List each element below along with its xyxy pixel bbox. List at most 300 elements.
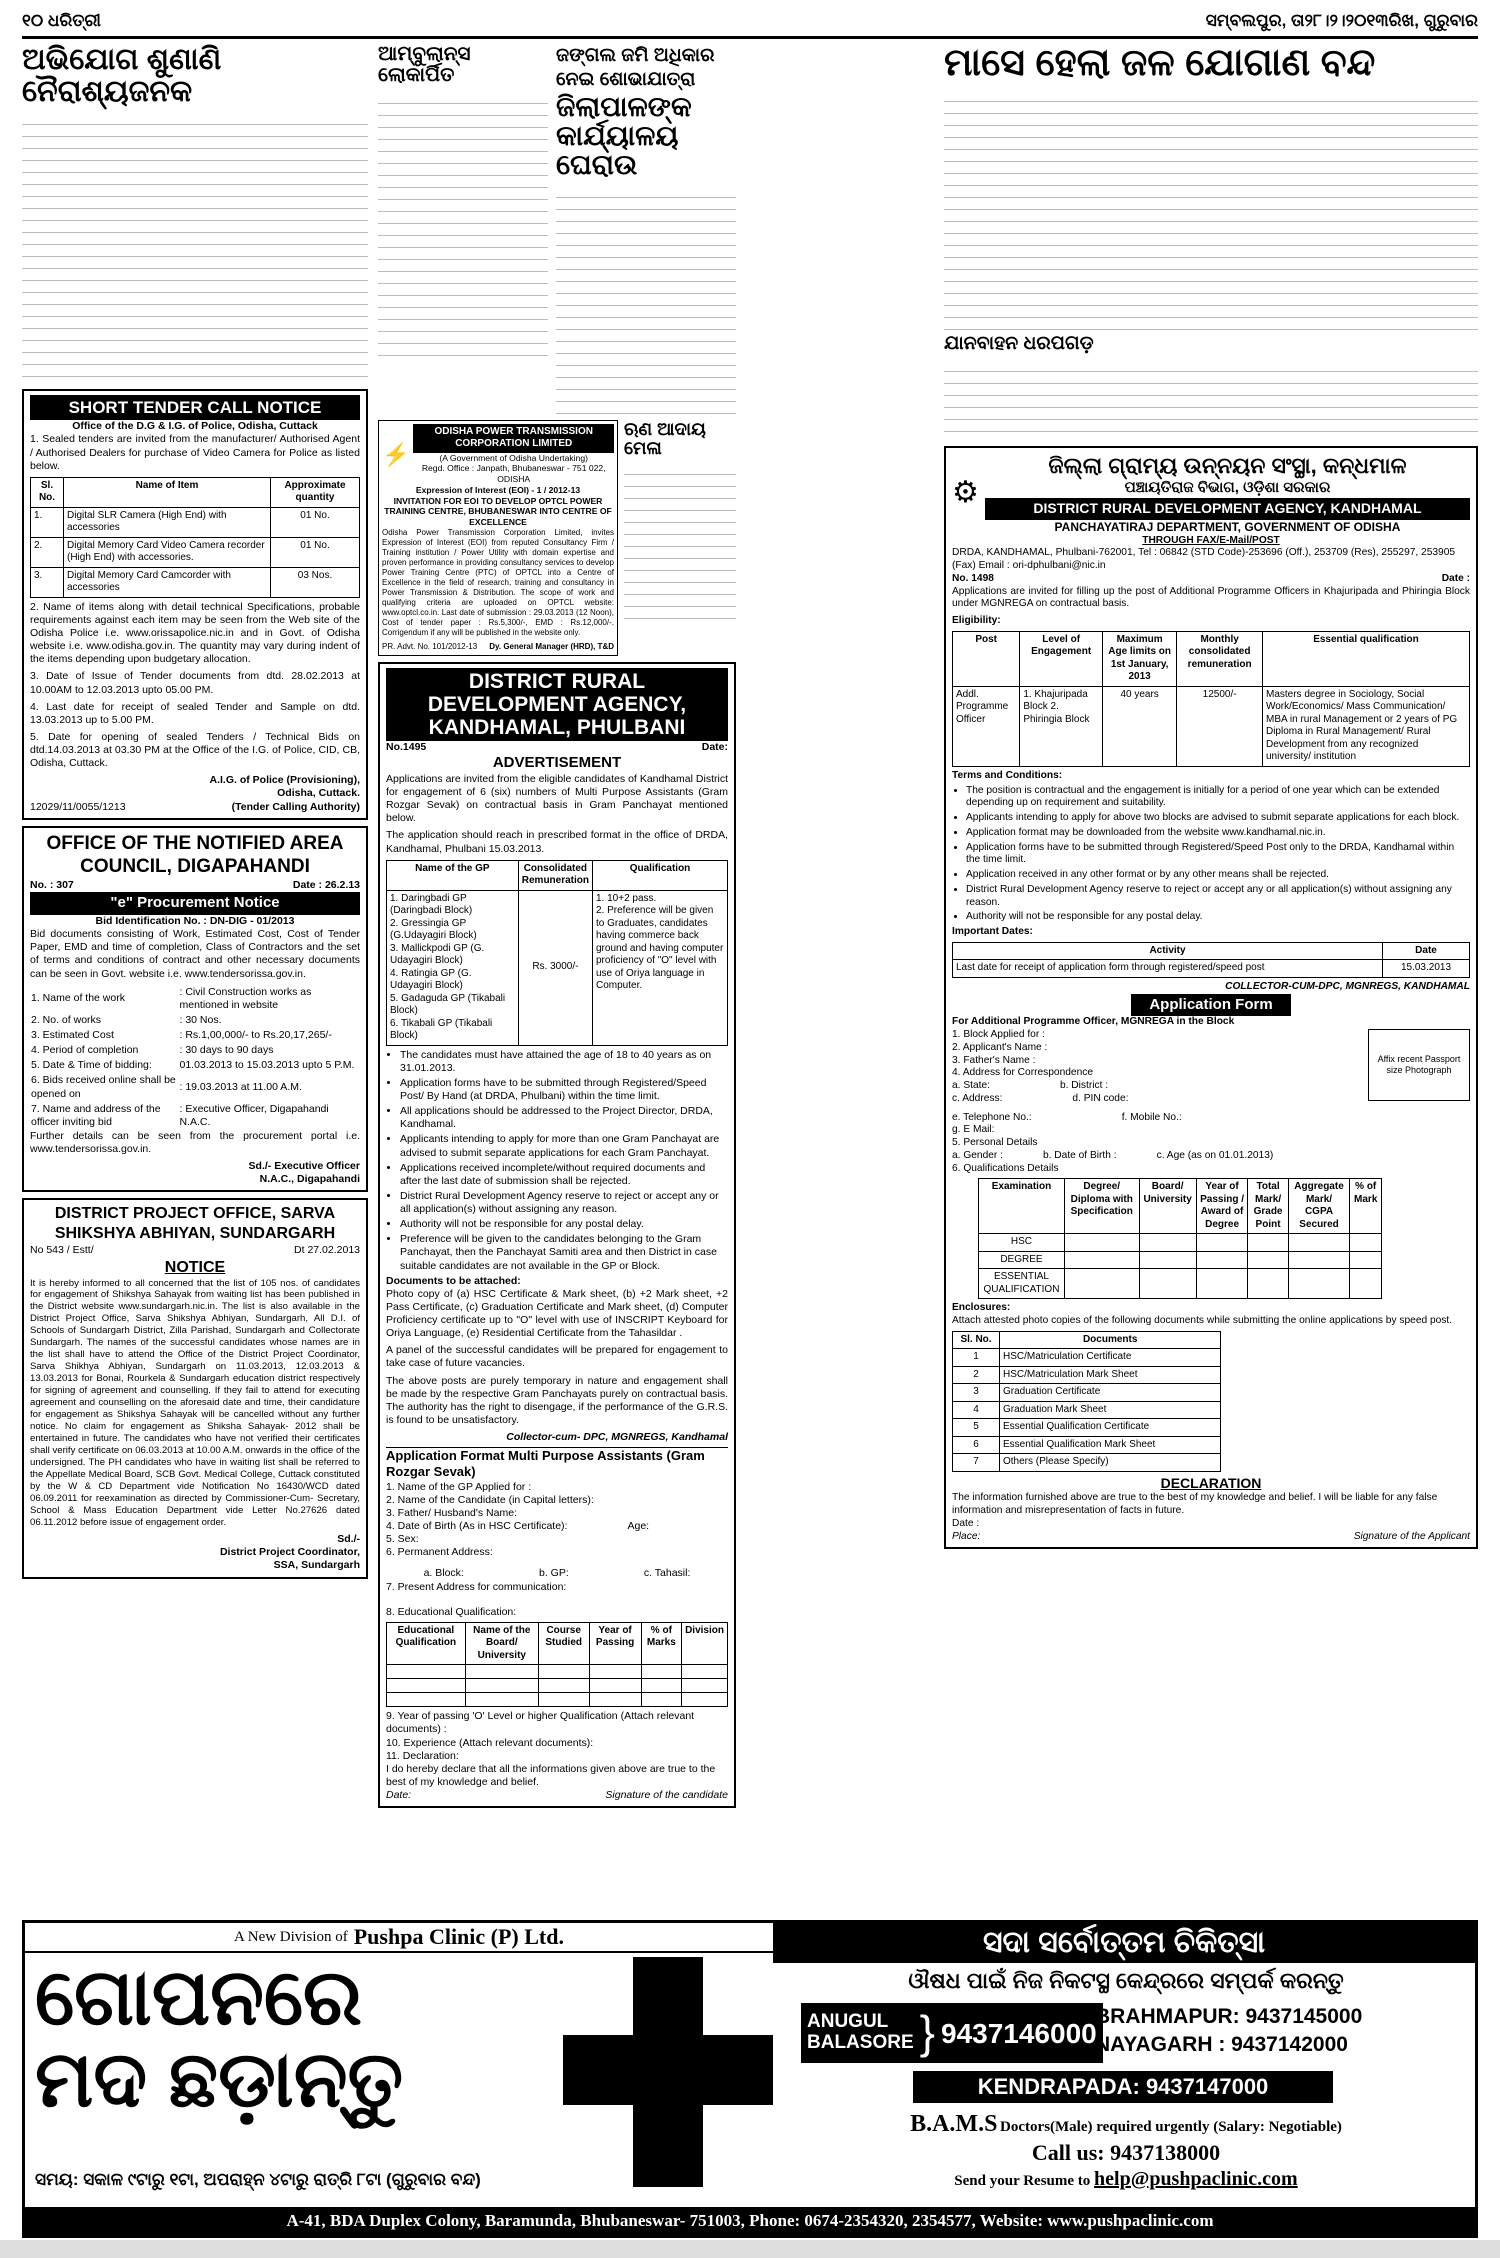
list-item [30, 1028, 360, 1043]
clinic-name: Pushpa Clinic (P) Ltd. [353, 1924, 564, 1950]
form-row [952, 1112, 1470, 1125]
list-item: • The position is contractual and the engagement is initially for a period of one year which can be extended depending up on requirement and suitability. [966, 785, 1470, 811]
zgus-no: No. 1498 [952, 572, 994, 584]
column-middle [378, 44, 736, 1808]
col-gp: Name of the GP [387, 860, 519, 890]
tender-notice [22, 389, 368, 820]
item-value: : Executive Officer, Digapahandi N.A.C. [179, 1102, 329, 1128]
list-item: • Applicants intending to apply for above two blocks are advised to submit separate applications for each block. [966, 812, 1470, 825]
item-key: 6. Bids received online shall be opened on [31, 1074, 176, 1100]
page-bottom-strip [0, 2240, 1500, 2258]
city-anugul: ANUGUL [807, 2011, 889, 2033]
cell: Masters degree in Sociology, Social Work/Economics/ Mass Communication/ MBA in rural Management or 2 years of PG Diploma in Rural Management/ Rural Development from any recognized university/ institution [1262, 686, 1469, 766]
table-row [953, 1454, 1221, 1472]
zgus-title: ଜିଲ୍ଲା ଗ୍ରାମ୍ୟ ଉନ୍ନୟନ ସଂସ୍ଥା, କନ୍ଧମାଳ [1048, 452, 1407, 478]
zgus-meta [952, 573, 1470, 586]
cell: Educational Qualification [387, 1622, 466, 1665]
form-gp: b. GP: [538, 1567, 569, 1580]
nac-meta [30, 879, 360, 892]
odia-article-text [944, 360, 1478, 440]
list-item: • Authority will not be responsible for any postal delay. [966, 911, 1470, 924]
cell: 2. [31, 537, 64, 567]
drda-docs: Photo copy of (a) HSC Certificate & Mark sheet, (b) +2 Mark sheet, +2 Pass Certificate, (c) Graduation Certificate and Mark sheet, (d) Computer Proficiency certificate up to "O" level with use of INSCRIPT Keyboard for Oriya Language, (e) Residential Certificate from the Tahasildar . [386, 1287, 728, 1340]
optcl-row [378, 420, 736, 656]
emblem-icon: ⚙ [952, 476, 979, 510]
clinic-tag: A New Division of [233, 1928, 348, 1945]
cell: Year of Passing / Award of Degree [1196, 1179, 1248, 1234]
form-mobile: f. Mobile No.: [1121, 1111, 1182, 1123]
headline-kicker: ଜଙ୍ଗଲ ଜମି ଅଧିକାର ନେଇ ଶୋଭାଯାତ୍ରା [556, 45, 715, 90]
zgus-through: THROUGH FAX/E-Mail/POST [1142, 534, 1280, 546]
cell: Board/ University [1139, 1179, 1196, 1234]
call-us: Call us: 9437138000 [1031, 2140, 1221, 2165]
ssa-sign2: District Project Coordinator, [219, 1546, 360, 1559]
form-gender: a. Gender : [952, 1149, 1003, 1161]
branch-nayagarh: NAYAGARH : 9437142000 [1095, 2033, 1348, 2057]
bams-label: B.A.M.S [910, 2111, 998, 2137]
clinic-footer: A-41, BDA Duplex Colony, Baramunda, Bhubaneswar- 751003, Phone: 0674-2354320, 2354577, Website: www.pushpaclinic.com [25, 2207, 1475, 2235]
cell: Examination [979, 1179, 1065, 1234]
cell: Date [1383, 942, 1470, 960]
drda-panel: A panel of the successful candidates will be prepared for engagement to take case of future vacancies. [386, 1344, 728, 1370]
tender-ref: 12029/11/0055/1213 [30, 800, 126, 813]
tender-col-qty: Approximate quantity [271, 477, 360, 507]
decl-text: The information furnished above are true to the best of my knowledge and belief. I will be liable for any false information and misrepresentation of facts in future. [952, 1492, 1438, 1517]
nac-bid: Bid Identification No. : DN-DIG - 01/2013 [95, 915, 295, 927]
zgus-date: Date : [1441, 572, 1470, 584]
drda-kandhamal-notice [944, 446, 1478, 1550]
page-header [22, 6, 1478, 39]
headline-ambulance: ଆମ୍ବୁଲାନ୍ସ ଲୋକାର୍ପିତ [378, 44, 471, 86]
odia-article-text [556, 186, 736, 414]
nac-no: No. : 307 [30, 879, 74, 892]
table-row [953, 1384, 1221, 1402]
branch-kendrapada: KENDRAPADA: 9437147000 [913, 2071, 1333, 2103]
tender-footer [30, 801, 360, 814]
cell: Essential Qualification Certificate [1000, 1419, 1221, 1437]
zgus-sub: ପଞ୍ଚାୟତିରାଜ ବିଭାଗ, ଓଡ଼ିଶା ସରକାର [1124, 479, 1331, 497]
resume-label: Send your Resume to [954, 2172, 1091, 2189]
phone-main: 9437146000 [941, 2017, 1097, 2049]
item-key: 2. No. of works [31, 1013, 102, 1026]
recruit-line [785, 2109, 1467, 2139]
drda-intro: Applications are invited from the eligible candidates of Kandhamal District for engagement of 6 (six) numbers of Multi Purpose Assistants (Gram Rozgar Sevak) on contractual basis in Gram Panchayat mentioned below. [386, 772, 728, 825]
form-email: g. E Mail: [952, 1124, 995, 1136]
table-row [953, 1401, 1221, 1419]
city-balasore: BALASORE [807, 2032, 914, 2053]
zgus-sign: COLLECTOR-CUM-DPC, MGNREGS, KANDHAMAL [1225, 980, 1470, 992]
item-value: : Rs.1,00,000/- to Rs.20,17,265/- [179, 1029, 332, 1041]
encl-head: Enclosures: [952, 1302, 1011, 1314]
list-item: 4. Ratingia GP (G. Udayagiri Block) [390, 967, 472, 992]
cell: DEGREE [979, 1251, 1065, 1269]
form-for: For Additional Programme Officer, MGNREGA in the Block [952, 1016, 1235, 1028]
list-item: 1. 10+2 pass. [596, 892, 657, 904]
cell: Degree/ Diploma with Specification [1064, 1179, 1139, 1234]
drda-date: Date: [701, 741, 728, 754]
city-list [807, 2012, 914, 2054]
item-key: 3. Estimated Cost [31, 1029, 114, 1041]
cell: 4 [953, 1401, 1000, 1419]
bams-text: Doctors(Male) required urgently (Salary: Negotiable) [1000, 2119, 1342, 2135]
cell: 40 years [1103, 686, 1177, 766]
form-line: 1. Block Applied for : [952, 1029, 1045, 1041]
cell: 3 [953, 1384, 1000, 1402]
ssa-no: No 543 / Estt/ [30, 1244, 94, 1257]
headline-collector-office: ଜିଲାପାଳଙ୍କ କାର୍ଯ୍ୟାଳୟ ଘେରାଉ [556, 90, 692, 181]
clinic-big-text [35, 1953, 555, 2123]
encl-text: Attach attested photo copies of the following documents while submitting the online applications by speed post. [952, 1315, 1453, 1327]
odia-article-text [378, 92, 548, 362]
list-item: 2. Preference will be given to Graduates, candidates having commerce back ground and having computer proficiency of "O" level with use of Oriya language in Computer. [596, 905, 724, 992]
form-line: 4. Date of Birth (As in HSC Certificate): [386, 1520, 568, 1533]
cell: Course Studied [538, 1622, 589, 1665]
odia-article-text [22, 113, 368, 383]
list-item: 2. Gressingia GP (G.Udayagiri Block) [390, 917, 477, 942]
qual-table [978, 1178, 1382, 1299]
tender-sign3: (Tender Calling Authority) [231, 800, 360, 813]
item-value: : 30 Nos. [179, 1013, 222, 1026]
list-item: 1. Daringbadi GP (Daringbadi Block) [390, 892, 473, 917]
drda-intro2: The application should reach in prescribed format in the office of DRDA, Kandhamal, Phulbani 15.03.2013. [386, 829, 728, 855]
col-qualification: Qualification [593, 860, 728, 890]
headline-vehicle-seizure: ଯାନବାହନ ଧରପଗଡ଼ [944, 332, 1094, 354]
form-district: b. District : [1059, 1080, 1109, 1092]
optcl-ad [378, 420, 618, 656]
cell: Sl. No. [953, 1331, 1000, 1349]
clinic-slogan: ସଦା ସର୍ବୋତ୍ତମ ଚିକିତ୍ସା [773, 1923, 1475, 1963]
table-row [953, 960, 1470, 978]
nac-items [30, 985, 360, 1130]
nac-sign1: Sd./- Executive Officer [248, 1160, 360, 1173]
table-row [31, 567, 360, 597]
decl-place: Place: [952, 1530, 981, 1542]
cell: % of Marks [641, 1622, 681, 1665]
form-line: 8. Educational Qualification: [386, 1605, 517, 1618]
edu-table [386, 1622, 728, 1708]
optcl-body: Odisha Power Transmission Corporation Limited, invites Expression of Interest (EOI) from reputed Consultancy Firm / Training institution / Power Utility with domain expertise and proven performance in providing consultancy services to develop Power Training Centre (PTC) of OPTCL into a Centre of Excellence in the field of research, training and consultancy in Power Transmission & Distribution. The scope of work and qualifying criteria are uploaded on OPTCL website: www.optcl.co.in. Last date of submission : 29.03.2013 (12 Noon), Cost of tender paper : Rs.5,300/-, EMD : Rs.12,000/-. Corrigendum if any will be published in the website only. [382, 527, 614, 637]
decl-date: Date : [952, 1517, 980, 1529]
cell: 3. [31, 567, 64, 597]
decl-head: DECLARATION [1160, 1474, 1262, 1491]
cell: Documents [1000, 1331, 1221, 1349]
list-item [30, 1058, 360, 1073]
anugul-block [801, 2003, 1103, 2063]
col-remuneration: Consolidated Remuneration [518, 860, 592, 890]
decl-signature: Signature of the Applicant [1353, 1530, 1470, 1542]
cell: Total Mark/ Grade Point [1248, 1179, 1288, 1234]
form-block: a. Block: [423, 1567, 464, 1580]
cell: 15.03.2013 [1383, 960, 1470, 978]
tender-p2: 2. Name of items along with detail technical Specifications, probable requirements against each item may be seen from the Web site of the Odisha Police i.e. www.orissapolice.nic.in and in Govt. of Odisha website i.e. www.odisha.gov.in. The quantity may vary during indent of the items depending upon budgetary allocation. [30, 600, 360, 666]
form-age: c. Age (as on 01.01.2013) [1156, 1149, 1274, 1161]
optcl-sub: (A Government of Odisha Undertaking) [439, 452, 588, 463]
nac-title: OFFICE OF THE NOTIFIED AREA COUNCIL, DIGAPAHANDI [46, 832, 344, 878]
form-dob: b. Date of Birth : [1042, 1149, 1117, 1161]
form-dob-row [386, 1520, 728, 1533]
drda-advertisement [378, 662, 736, 1808]
list-item: • District Rural Development Agency reserve to reject or accept any or all application(s) without assigning any reason. [400, 1190, 728, 1216]
zgus-head [952, 452, 1470, 535]
cell: HSC [979, 1234, 1065, 1252]
table-row [979, 1251, 1382, 1269]
recruit-block [785, 2109, 1467, 2192]
form-line: 5. Sex: [386, 1533, 419, 1546]
form-tel: e. Telephone No.: [952, 1111, 1032, 1123]
item-key: 1. Name of the work [31, 992, 125, 1005]
news-row [378, 44, 736, 414]
cell: 6 [953, 1436, 1000, 1454]
table-row [953, 1436, 1221, 1454]
cell: Digital Memory Card Video Camera recorder (High End) with accessories. [64, 537, 271, 567]
cell: Addl. Programme Officer [953, 686, 1020, 766]
cell: 03 Nos. [271, 567, 360, 597]
branch-list [1095, 2003, 1362, 2060]
zgus-contact: DRDA, KANDHAMAL, Phulbani-762001, Tel : 06842 (STD Code)-253696 (Off.), 253709 (Res), 255297, 253905 (Fax) Email : ori-dphulbani@nic.in [952, 547, 1456, 572]
form-tahasil: c. Tahasil: [643, 1567, 691, 1580]
gp-list [387, 890, 519, 1045]
qualification-list [593, 890, 728, 1045]
tender-col-sl: Sl. No. [31, 477, 64, 507]
cell: 01 No. [271, 537, 360, 567]
form-state: a. State: [952, 1080, 990, 1092]
cell: Graduation Mark Sheet [1000, 1401, 1221, 1419]
form-row [952, 1093, 1368, 1106]
form-sign-row [386, 1789, 728, 1802]
form-quals: 6. Qualifications Details [952, 1162, 1059, 1174]
odia-article-text [944, 90, 1478, 330]
ssa-sign3: SSA, Sundargarh [273, 1559, 360, 1572]
tower-icon: ⚡ [382, 441, 410, 467]
drda-heading: ADVERTISEMENT [492, 754, 622, 772]
ambulance-article [378, 44, 548, 414]
cell: Division [682, 1622, 728, 1665]
nac-notice [22, 826, 368, 1193]
item-key: 4. Period of completion [31, 1044, 139, 1057]
form-date: Date: [386, 1789, 412, 1802]
form-personal: 5. Personal Details [952, 1137, 1038, 1149]
brace-icon: } [919, 2006, 935, 2059]
form-age: Age: [627, 1520, 650, 1533]
branch-brahmapur: BRAHMAPUR: 9437145000 [1095, 2005, 1363, 2028]
item-key: 7. Name and address of the officer inviting bid [31, 1102, 161, 1128]
item-key: 5. Date & Time of bidding: [31, 1059, 152, 1072]
zgus-title-en: DISTRICT RURAL DEVELOPMENT AGENCY, KANDHAMAL [985, 498, 1470, 520]
nac-intro: Bid documents consisting of Work, Estimated Cost, Cost of Tender Paper, EMD and time of completion, Class of Contractors and the set of terms and conditions of contract and other necessary documents can be seen in Govt. website i.e. www.tendersorissa.gov.in. [30, 928, 360, 980]
list-item: • Application forms have to be submitted through Registered/Speed Post/ By Hand (at DRDA, Phulbani) within the time limit. [400, 1077, 728, 1103]
ssa-notice [22, 1198, 368, 1578]
form-banner: Application Form [1131, 994, 1290, 1017]
decl-sign-row [952, 1531, 1470, 1544]
clinic-sub: ଔଷଧ ପାଇଁ ନିଜ ନିକଟସ୍ଥ କେନ୍ଦ୍ରରେ ସମ୍ପର୍କ କରନ୍ତୁ [908, 1968, 1344, 1993]
clinic-header [25, 1923, 773, 1953]
drda-sign: Collector-cum- DPC, MGNREGS, Kandhamal [506, 1431, 728, 1444]
big-line-1: ଗୋପନରେ [35, 1953, 363, 2041]
tender-col-item: Name of Item [64, 477, 271, 507]
drda-form-title: Application Format Multi Purpose Assistants (Gram Rozgar Sevak) [386, 1447, 728, 1481]
list-item: • Application received in any other format or by any other means shall be rejected. [966, 869, 1470, 882]
forest-article [556, 44, 736, 414]
cell: HSC/Matriculation Mark Sheet [1000, 1366, 1221, 1384]
zgus-terms [952, 785, 1470, 925]
list-item [30, 1073, 360, 1101]
form-line: 2. Name of the Candidate (in Capital letters): [386, 1493, 594, 1506]
cell: Essential qualification [1262, 631, 1469, 686]
tender-p5: 5. Date for opening of sealed Tenders / Technical Bids on dtd.14.03.2013 at 03.30 PM at the Office of the I.G. of Police, CID, CB, Odisha, Cuttack. [30, 730, 360, 770]
cell: Aggregate Mark/ CGPA Secured [1288, 1179, 1350, 1234]
form-pin: d. PIN code: [1072, 1092, 1129, 1104]
nac-banner: "e" Procurement Notice [30, 892, 360, 915]
table-row [979, 1269, 1382, 1299]
ssa-title: DISTRICT PROJECT OFFICE, SARVA SHIKSHYA ABHIYAN, SUNDARGARH [54, 1205, 336, 1243]
form-addr-row [386, 1567, 728, 1580]
remuneration-value: Rs. 3000/- [518, 890, 592, 1045]
form-line: 6. Permanent Address: [386, 1546, 493, 1559]
cell: 12500/- [1177, 686, 1263, 766]
cell: 1 [953, 1349, 1000, 1367]
optcl-pr: PR. Advt. No. 101/2012-13 [382, 641, 478, 651]
form-line: 3. Father's Name : [952, 1054, 1036, 1066]
list-item: • Preference will be given to the candidates belonging to the Gram Panchayat, then the Panchayat Samiti area and then District in case suitable candidates are not available in the GP or Block. [400, 1233, 728, 1272]
zgus-sub-en: PANCHAYATIRAJ DEPARTMENT, GOVERNMENT OF ODISHA [1054, 519, 1401, 534]
table-row [31, 507, 360, 537]
pushpa-clinic-ad [22, 1920, 1478, 2238]
cell: 1. [31, 507, 64, 537]
list-item: • Applications received incomplete/without required documents and after the last date of submission shall be rejected. [400, 1162, 728, 1188]
resume-line [785, 2167, 1467, 2192]
cell: Level of Engagement [1020, 631, 1103, 686]
headline-water-supply: ମାସେ ହେଲା ଜଳ ଯୋଗାଣ ବନ୍ଦ [944, 44, 1376, 84]
cell: Essential Qualification Mark Sheet [1000, 1436, 1221, 1454]
resume-email[interactable]: help@pushpaclinic.com [1094, 2167, 1298, 2190]
list-item: • Application format may be downloaded from the website www.kandhamal.nic.in. [966, 827, 1470, 840]
list-item [30, 1013, 360, 1028]
date-line: ସମ୍ବଲପୁର, ତା୨୮।୨।୨୦୧୩ରିଖ, ଗୁରୁବାର [1205, 11, 1478, 31]
form-decl: I do hereby declare that all the informations given above are true to the best of my knowledge and belief. [386, 1762, 716, 1788]
ssa-date: Dt 27.02.2013 [294, 1244, 360, 1257]
headline-complaint-hearing: ଅଭିଯୋଗ ଶୁଣାଣି ନୈରାଶ୍ୟଜନକ [22, 44, 222, 108]
optcl-eoi: Expression of Interest (EOI) - 1 / 2012-13 [415, 484, 581, 495]
form-address: c. Address: [952, 1092, 1003, 1104]
list-item [30, 1102, 360, 1130]
big-line-2: ମଦ ଛଡ଼ାନ୍ତୁ [35, 2034, 404, 2123]
form-line: 10. Experience (Attach relevant documents): [386, 1736, 594, 1749]
form-line: 3. Father/ Husband's Name: [386, 1506, 517, 1519]
form-line: 2. Applicant's Name : [952, 1041, 1048, 1053]
drda-docs-head: Documents to be attached: [386, 1274, 521, 1287]
clinic-timing: ସମୟ: ସକାଳ ୯ଟାରୁ ୧ଟା, ଅପରାହ୍ନ ୪ଟାରୁ ରାତ୍ରି ୮ଟା (ଗୁରୁବାର ବନ୍ଦ) [35, 2170, 481, 2189]
nac-further: Further details can be seen from the procurement portal i.e. www.tendersorissa.gov.in. [30, 1129, 360, 1155]
optcl-sign: Dy. General Manager (HRD), T&D [489, 641, 614, 651]
column-right [944, 44, 1478, 1549]
cell: Graduation Certificate [1000, 1384, 1221, 1402]
cell: 01 No. [271, 507, 360, 537]
odia-article-text [624, 463, 736, 628]
form-row [952, 1080, 1368, 1093]
page-label: ୧୦ ଧରିତ୍ରୀ [22, 11, 101, 31]
cell: ESSENTIAL QUALIFICATION [979, 1269, 1065, 1299]
list-item: 5. Gadaguda GP (Tikabali Block) [390, 992, 506, 1017]
list-item [30, 985, 360, 1013]
item-value: : 19.03.2013 at 11.00 A.M. [179, 1080, 302, 1093]
table-row [953, 686, 1470, 766]
dates-table [952, 942, 1470, 978]
form-banner-wrap [952, 994, 1470, 1017]
cell: Year of Passing [589, 1622, 641, 1665]
zgus-terms-head: Terms and Conditions: [952, 769, 1063, 781]
form-row [952, 1150, 1470, 1163]
cell: 5 [953, 1419, 1000, 1437]
list-item: • Applicants intending to apply for more than one Gram Panchayat are advised to submit separate applications for each Gram Panchayat. [400, 1133, 728, 1159]
cell: Digital SLR Camera (High End) with accessories [64, 507, 271, 537]
drda-no: No.1495 [386, 741, 427, 754]
drda-posts: The above posts are purely temporary in nature and engagement shall be made by the respective Gram Panchayats purely on contractual basis. The authority has the right to disengage, if the performance of the G.R.S. is found to be unsatisfactory. [386, 1374, 728, 1426]
ssa-body: It is hereby informed to all concerned that the list of 105 nos. of candidates for engagement of Shikshya Sahayak from waiting list has been published in the District website www.sundargarh.nic.in. The list is also available in the District Project Office, Sarva Shikshya Abhiyan, Sundargarh, All D.I. of Schools of Sundargarh District, Zilla Parishad, Sundargarh and Collectorate Sundargarh. The names of the successful candidates whose names are in the list shall have to attend the Office of the District Project Coordinator, Sarva Shikhya Abhiyan, Sundargarh on 11.03.2013, 12.03.2013 & 13.03.2013 for Bonai, Rourkela & Sundargarh education district respectively for signing of agreement and counselling. If they fail to attend for executing agreement and counselling on the aforesaid date and time, their candidature for engagement as Shikshya Sahayak will be cancelled without any further notice. No claim for engagement as Shiksha Sahayak- 2012 shall be entertained in future. The candidates who have not verified their certificates shall verify certificate on 06.03.2013 at 10.00 A.M. onwards in the office of the undersigned. The PH candidates who have in waiting list shall be referred to the Appellate Medical Board, SCB Govt. Medical College, Cuttack constituted by the W & CD Department vide Notification No 16430/WCD dated 06.09.2011 for reexamination as directed by Commissioner-Cum- Secretary, School & Mass Education Department vide Letter No.27626 dated 06.11.2012 before issue of engagement order. [30, 1277, 360, 1529]
cell: Digital Memory Card Camcorder with accessories [64, 567, 271, 597]
nac-sign2: N.A.C., Digapahandi [259, 1173, 360, 1186]
table-row [979, 1234, 1382, 1252]
list-item: • Authority will not be responsible for any postal delay. [400, 1218, 728, 1231]
optcl-name: ODISHA POWER TRANSMISSION CORPORATION LIMITED [413, 424, 614, 453]
form-line: 9. Year of passing 'O' Level or higher Qualification (Attach relevant documents) : [386, 1710, 695, 1736]
tender-sign1: A.I.G. of Police (Provisioning), [209, 774, 360, 787]
tender-p3: 3. Date of Issue of Tender documents from dtd. 28.02.2013 at 10.00AM to 12.03.2013 upto 05.00 PM. [30, 670, 360, 696]
tender-title: SHORT TENDER CALL NOTICE [30, 395, 360, 420]
cell: % of Mark [1350, 1179, 1382, 1234]
form-line: 4. Address for Correspondence [952, 1067, 1094, 1079]
list-item: • Application forms have to be submitted through Registered/Speed Post only to the DRDA, Kandhamal within the time limit. [966, 842, 1470, 868]
drda-meta [386, 741, 728, 754]
table-row [953, 1366, 1221, 1384]
optcl-footer [382, 642, 614, 652]
zgus-intro: Applications are invited for filling up the post of Additional Programme Officers in Khajuripada and Phiringia Block under MGNREGA on contractual basis. [952, 585, 1470, 610]
list-item: 6. Tikabali GP (Tikabali Block) [390, 1017, 493, 1042]
drda-gp-table [386, 860, 728, 1046]
applicant-form [952, 1029, 1470, 1106]
ssa-heading: NOTICE [164, 1258, 226, 1276]
optcl-head [382, 424, 614, 485]
encl-table [952, 1331, 1221, 1472]
cross-icon [563, 1957, 773, 2187]
cell: Monthly consolidated remuneration [1177, 631, 1263, 686]
list-item: • All applications should be addressed to the Project Director, DRDA, Kandhamal. [400, 1105, 728, 1131]
cell: 7 [953, 1454, 1000, 1472]
cell: HSC/Matriculation Certificate [1000, 1349, 1221, 1367]
form-line: 7. Present Address for communication: [386, 1580, 567, 1593]
loan-mela-article [624, 420, 736, 656]
table-row [953, 1419, 1221, 1437]
cell: Last date for receipt of application form through registered/speed post [953, 960, 1383, 978]
photo-box: Affix recent Passport size Photograph [1368, 1029, 1470, 1101]
list-item: • District Rural Development Agency reserve to reject or accept any or all application(s) without assigning any reason. [966, 884, 1470, 910]
cell: Name of the Board/ University [465, 1622, 538, 1665]
zgus-elig: Eligibility: [952, 615, 1001, 627]
cell: Others (Please Specify) [1000, 1454, 1221, 1472]
tender-p4: 4. Last date for receipt of sealed Tender and Sample on dtd. 13.03.2013 up to 5.00 PM. [30, 700, 360, 726]
list-item: 3. Mallickpodi GP (G. Udayagiri Block) [390, 942, 485, 967]
headline-loan-mela: ଋଣ ଆଦାୟ ମେଳା [624, 418, 706, 458]
cell: Activity [953, 942, 1383, 960]
drda-terms [386, 1049, 728, 1273]
cell: Post [953, 631, 1020, 686]
item-value: 01.03.2013 to 15.03.2013 upto 5 P.M. [179, 1059, 355, 1072]
optcl-heading: INVITATION FOR EOI TO DEVELOP OPTCL POWER TRAINING CENTRE, BHUBANESWAR INTO CENTRE OF EXCELLENCE [384, 495, 612, 528]
column-left [22, 44, 368, 1579]
tender-intro: 1. Sealed tenders are invited from the manufacturer/ Authorised Agent / Authorised Dealers for purchase of Video Camera for Police as listed below. [30, 433, 360, 472]
ssa-sign1: Sd./- [337, 1533, 360, 1546]
table-row [953, 1349, 1221, 1367]
nac-date: Date : 26.2.13 [292, 879, 360, 892]
